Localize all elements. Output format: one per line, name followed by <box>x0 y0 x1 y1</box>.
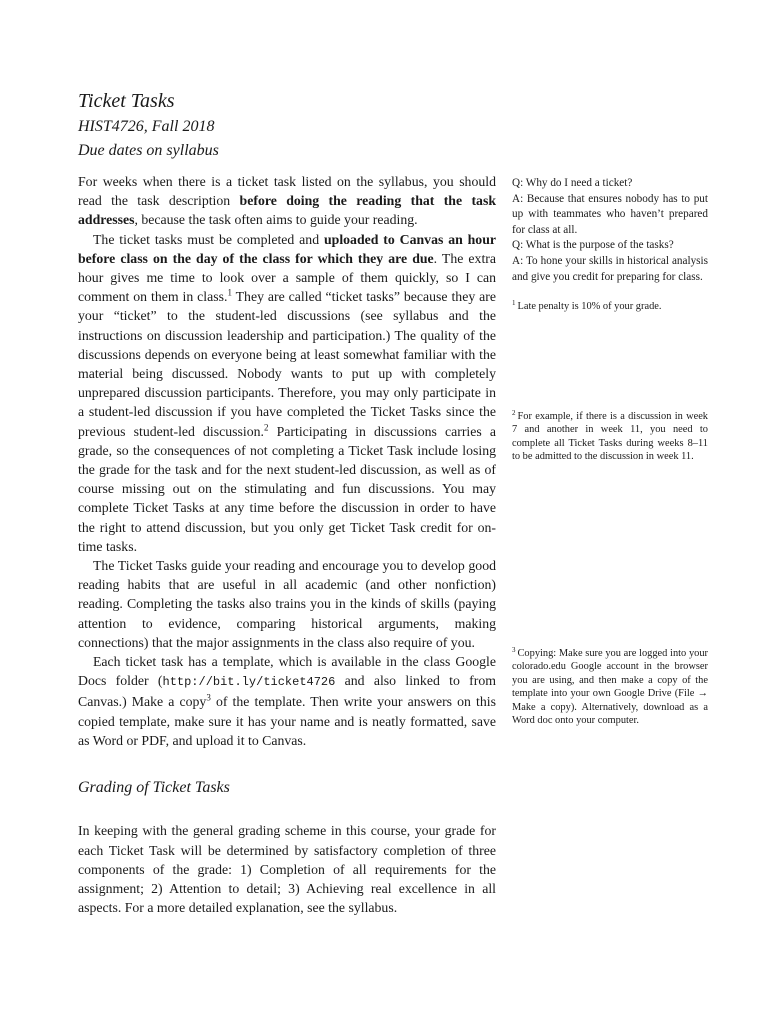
sidenote-2 <box>512 410 708 464</box>
main-text <box>78 172 496 917</box>
paragraph-2 <box>78 230 496 556</box>
p1-text-b: , because the task often aims to guide your reading. <box>134 212 418 228</box>
title-block <box>78 88 219 162</box>
p2-text-d: Participating in discussions carries a grade, so the consequences of not completing a Ticket Task include losing the grade for the task and for the next student-led discussion, as well as of course missing out on the stimulating and fun discussions. You may complete Ticket Tasks at any time before the discussion in order to have the right to attend discussion, but you only get Ticket Task credit for on-time tasks. <box>78 423 496 554</box>
p1-text-a: For weeks when there is a ticket task listed on the syllabus, you should read the task description <box>78 174 496 209</box>
sidenote-1 <box>512 300 708 313</box>
sidenote-2-text: For example, if there is a discussion in week 7 and another in week 11, you need to complete all Ticket Tasks during weeks 8–11 to be admitted to the discussion in week 11. <box>512 411 708 463</box>
sidenote-3 <box>512 647 708 727</box>
sidenote-1-text: Late penalty is 10% of your grade. <box>517 301 662 312</box>
p4-text-c: of the template. Then write your answers on this copied template, make sure it has your name and is neatly formatted, save as Word or PDF, and upload it to Canvas. <box>78 694 496 748</box>
p4-text-b: and also linked to from Canvas.) Make a copy <box>78 673 496 710</box>
sidenote-1-number: 1 <box>512 298 516 307</box>
sidenote-2-number: 2 <box>512 408 516 417</box>
paragraph-1 <box>78 172 496 230</box>
sidenote-3-text: Copying: Make sure you are logged into your colorado.edu Google account in the browser you are using, and then make a copy of the template into your own Google Drive (File → Make a copy). Alternatively, download as a Word doc onto your computer. <box>512 648 708 727</box>
footnote-ref-2: 2 <box>263 422 269 433</box>
margin-question-1: Q: Why do I need a ticket? <box>512 177 633 189</box>
footnote-ref-3: 3 <box>206 692 211 703</box>
p1-bold: before doing the reading that the task addresses <box>78 193 496 228</box>
paragraph-5: In keeping with the general grading scheme in this course, your grade for each Ticket Task will be determined by satisfactory completion of three components of the grade: 1) Completion of all requirements for the assignment; 2) Attention to detail; 3) Achieving real excellence in all aspects. For a more detailed explanation, see the syllabus. <box>78 823 496 916</box>
p2-text-c: They are called “ticket tasks” because they are your “ticket” to the student-led discussions (see syllabus and the instructions on discussion leadership and participation.) The quality of the discussions depends on everyone being at least somewhat familiar with the material being discussed. Nobody wants to put up with completely unprepared discussion participants. Therefore, you may only participate in a student-led discussion if you have completed the Ticket Tasks since the previous student-led discussion. <box>78 289 497 439</box>
due-label: Due dates on syllabus <box>78 142 219 159</box>
footnote-ref-1: 1 <box>227 287 232 298</box>
sidenote-3-number: 3 <box>512 645 516 654</box>
paragraph-4 <box>78 652 496 750</box>
template-link[interactable]: http://bit.ly/ticket4726 <box>162 675 336 690</box>
margin-answer-2: A: To hone your skills in historical analysis and give you credit for preparing for class. <box>512 254 708 283</box>
course-label: HIST4726, Fall 2018 <box>78 118 215 135</box>
document-title: Ticket Tasks <box>78 90 175 112</box>
p2-text-b: . The extra hour gives me time to look over a sample of them quickly, so I can comment on them in class. <box>78 250 496 305</box>
p2-bold: uploaded to Canvas an hour before class on the day of the class for which they are due <box>78 231 496 266</box>
margin-qa <box>512 176 708 285</box>
p4-text-a: Each ticket task has a template, which is available in the class Google Docs folder ( <box>78 654 496 689</box>
paragraph-3: The Ticket Tasks guide your reading and encourage you to develop good reading habits that are useful in all academic (and other nonfiction) reading. Completing the tasks also trains you in the kinds of skills (paying attention to evidence, comparing historical arguments, making connections) that the major assignments in the class also require of you. <box>78 558 496 650</box>
section-heading: Grading of Ticket Tasks <box>78 779 230 797</box>
margin-answer-1: A: Because that ensures nobody has to put up with teammates who haven’t prepared for class at all. <box>512 192 708 236</box>
margin-question-2: Q: What is the purpose of the tasks? <box>512 239 674 252</box>
p2-text-a: The ticket tasks must be completed and <box>93 231 324 247</box>
